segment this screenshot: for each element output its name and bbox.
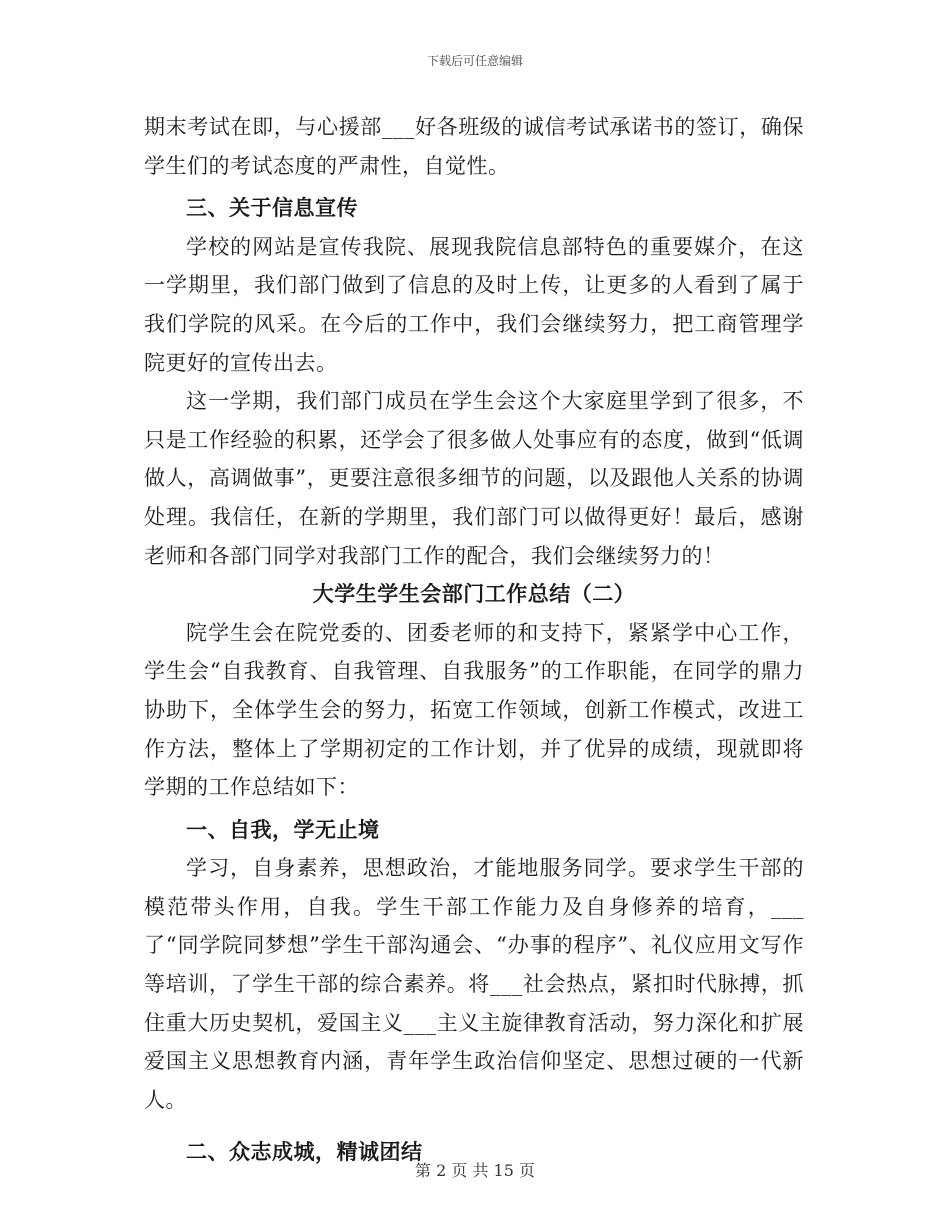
paragraph-semester-summary: 这一学期，我们部门成员在学生会这个大家庭里学到了很多，不只是工作经验的积累，还学会了很多做人处事应有的态度，做到“低调做人，高调做事”，更要注意很多细节的问题，以及跟他人关系的协调处理。我信任，在新的学期里，我们部门可以做得更好！最后，感谢老师和各部门同学对我部门工作的配合，我们会继续努力的！	[144, 389, 804, 568]
paragraph-website: 学校的网站是宣传我院、展现我院信息部特色的重要媒介，在这一学期里，我们部门做到了信息的及时上传，让更多的人看到了属于我们学院的风采。在今后的工作中，我们会继续努力，把工商管理学院更好的宣传出去。	[144, 234, 804, 375]
document-body	[144, 108, 804, 1172]
section-heading-info-publicity: 三、关于信息宣传	[186, 196, 358, 221]
section-heading-unity: 二、众志成城，精诚团结	[186, 1140, 423, 1165]
document-title-part-two: 大学生学生会部门工作总结（二）	[312, 582, 636, 607]
paragraph-exam-integrity: 期末考试在即，与心援部___好各班级的诚信考试承诺书的签订，确保学生们的考试态度的严肃性，自觉性。	[144, 115, 804, 178]
paragraph-student-union-intro: 院学生会在院党委的、团委老师的和支持下，紧紧学中心工作，学生会“自我教育、自我管理、自我服务”的工作职能，在同学的鼎力协助下，全体学生会的努力，拓宽工作领域，创新工作模式，改进工作方法，整体上了学期初定的工作计划，并了优异的成绩，现就即将学期的工作总结如下：	[144, 620, 804, 800]
paragraph-study-training: 学习，自身素养，思想政治，才能地服务同学。要求学生干部的模范带头作用，自我。学生干部工作能力及自身修养的培育，___了“同学院同梦想”学生干部沟通会、“办事的程序”、礼仪应用文写作等培训，了学生干部的综合素养。将___社会热点，紧扣时代脉搏，抓住重大历史契机，爱国主义___主义主旋律教育活动，努力深化和扩展爱国主义思想教育内涵，青年学生政治信仰坚定、思想过硬的一代新人。	[144, 856, 804, 1112]
section-heading-self-learning: 一、自我，学无止境	[186, 817, 380, 842]
page-header: 下载后可任意编辑	[426, 54, 523, 68]
page-number-footer: 第 2 页 共 15 页	[415, 1161, 535, 1180]
